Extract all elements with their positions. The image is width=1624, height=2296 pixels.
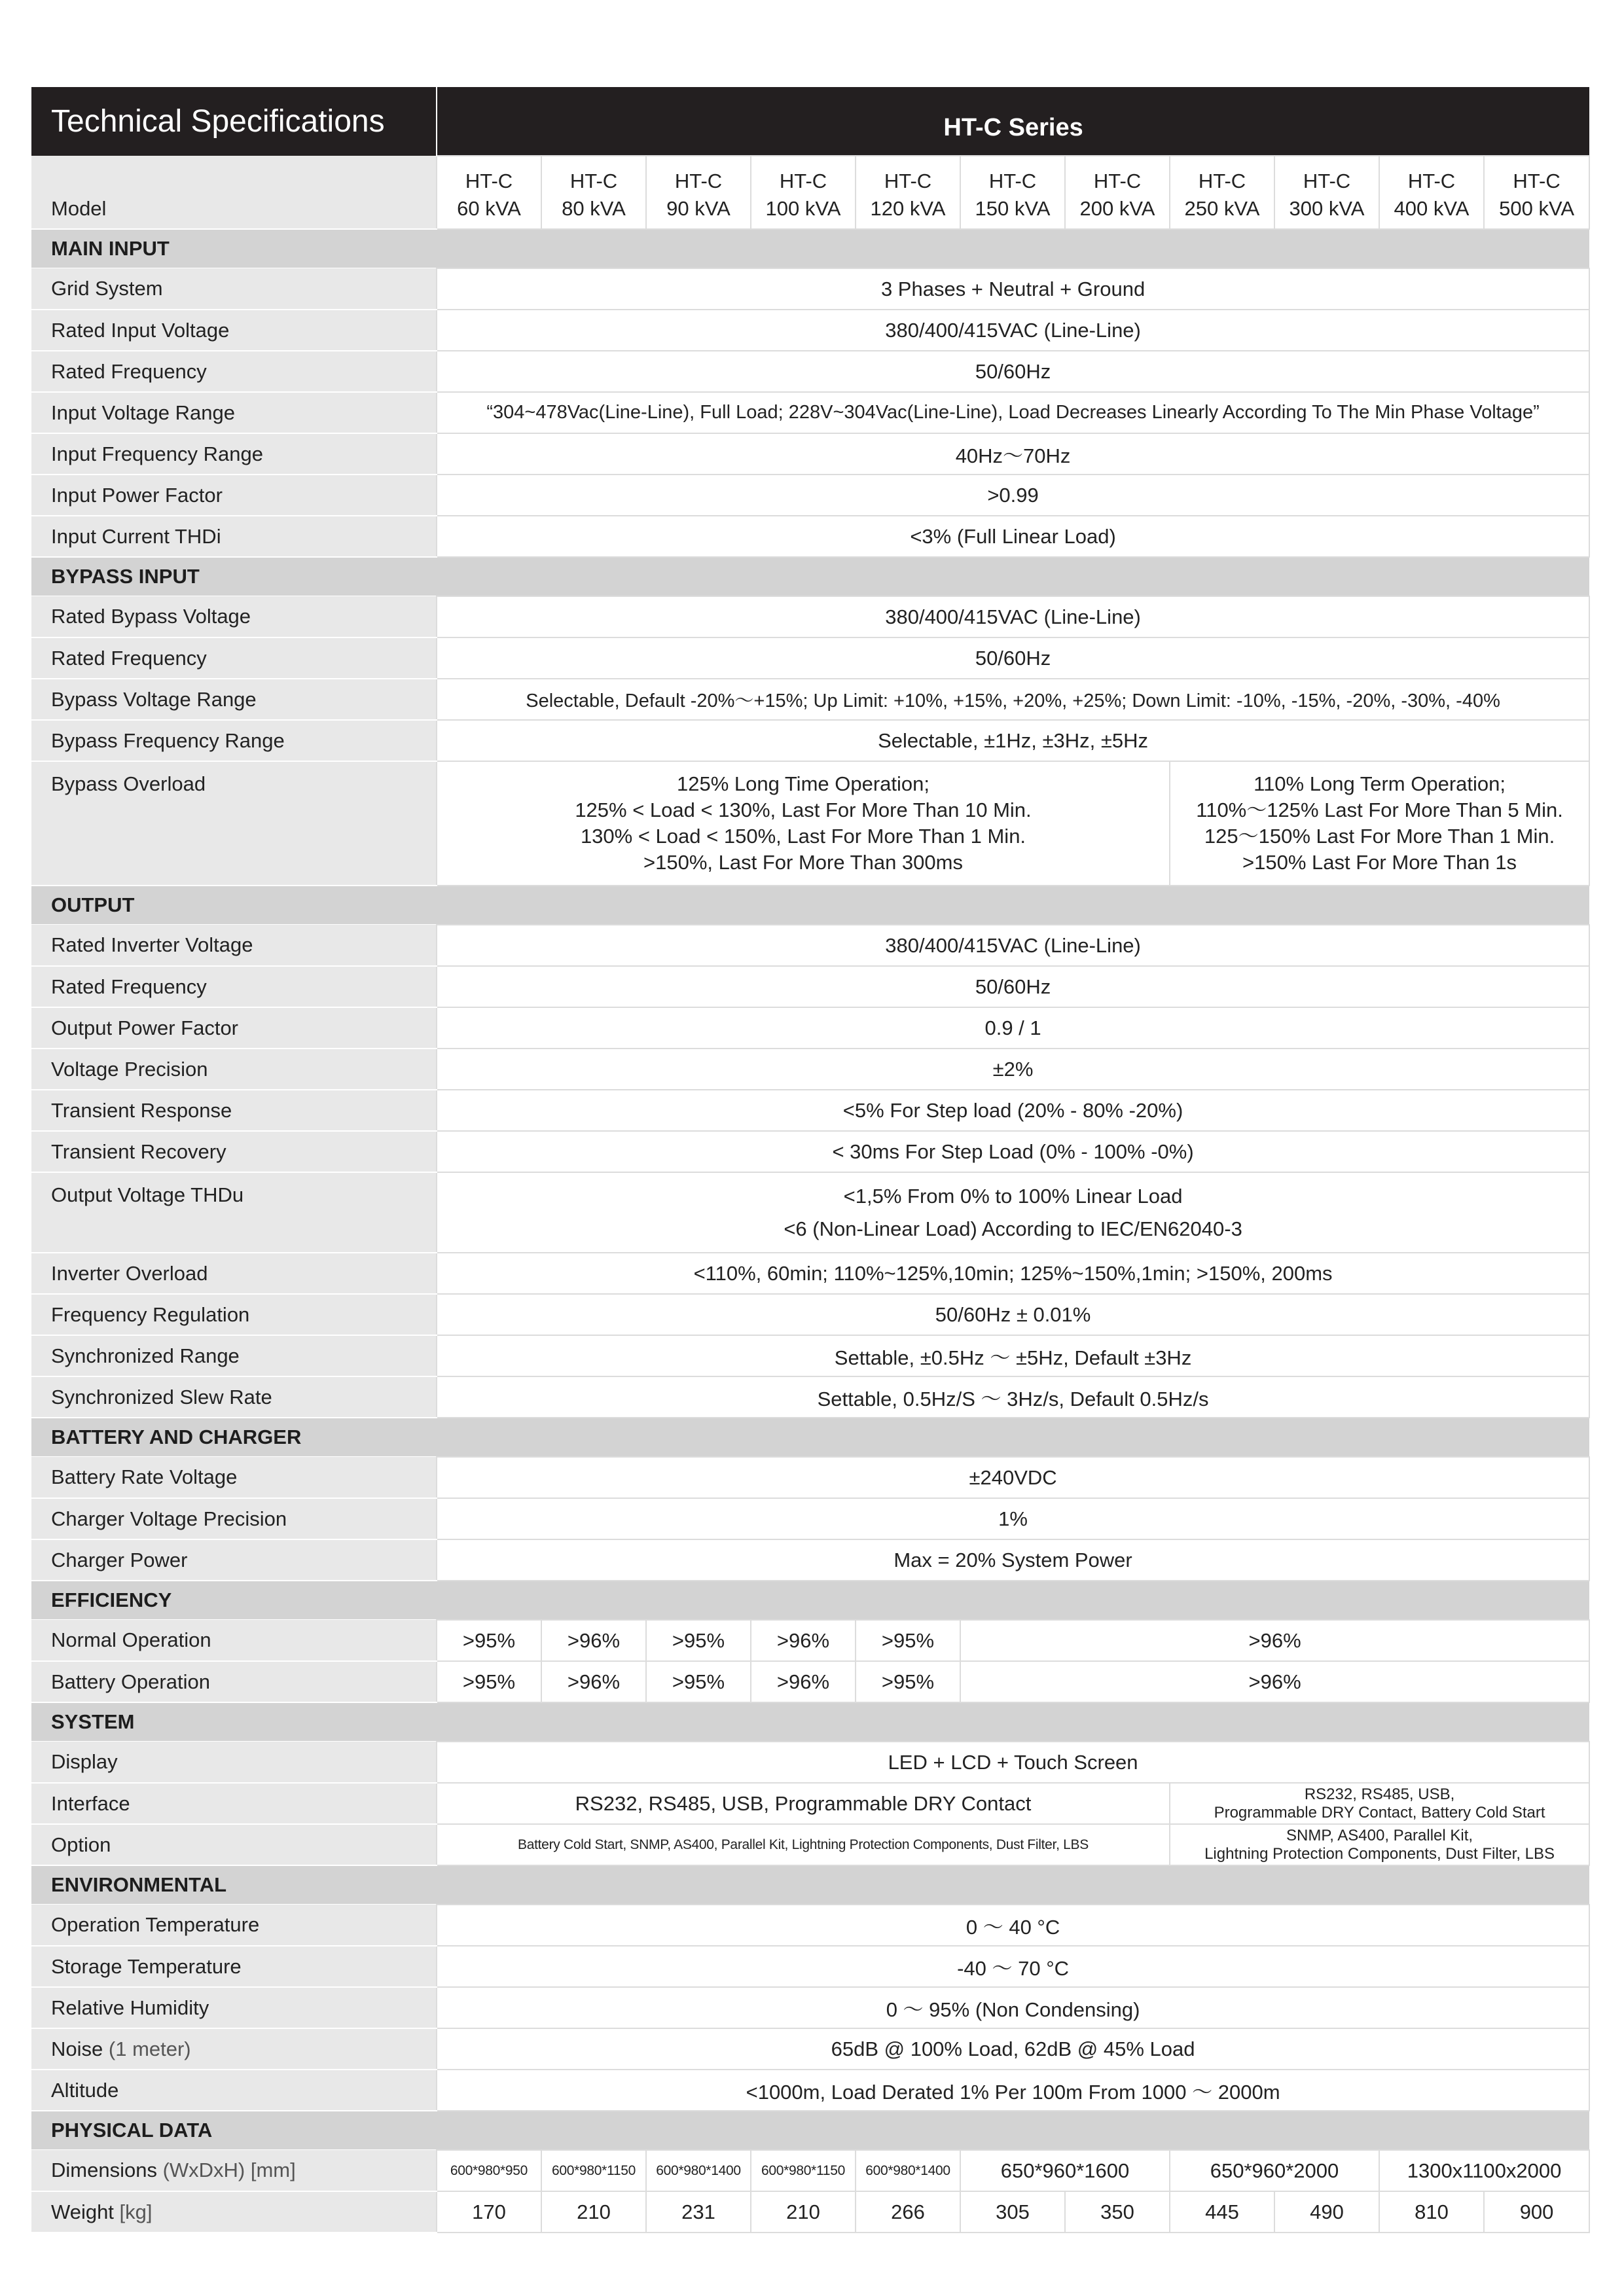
spec-row [31,2150,1589,2191]
spec-value-right: SNMP, AS400, Parallel Kit, Lightning Protection Components, Dust Filter, LBS [1170,1824,1589,1865]
section-row [31,557,1589,596]
section-row [31,1865,1589,1905]
spec-row [31,2070,1589,2111]
section-environmental: ENVIRONMENTAL [31,1865,1589,1905]
spec-label: Storage Temperature [31,1946,437,1987]
spec-row [31,1661,1589,1702]
section-row [31,1581,1589,1620]
spec-value: 380/400/415VAC (Line-Line) [437,925,1589,966]
spec-value: <110%, 60min; 110%~125%,10min; 125%~150%,1min; >150%, 200ms [437,1253,1589,1294]
spec-value: Selectable, Default -20%～+15%; Up Limit: +10%, +15%, +20%, +25%; Down Limit: -10%, -15%, -20%, -30%, -40% [437,679,1589,720]
spec-row [31,268,1589,310]
model-cell: HT-C 400 kVA [1379,156,1484,229]
spec-value: 0 ～ 95% (Non Condensing) [437,1987,1589,2028]
spec-label: Normal Operation [31,1620,437,1661]
spec-row [31,516,1589,557]
spec-label: Output Power Factor [31,1007,437,1049]
spec-value: <1000m, Load Derated 1% Per 100m From 1000 ～ 2000m [437,2070,1589,2111]
spec-value: 650*960*2000 [1170,2150,1379,2191]
header-row [31,87,1589,156]
spec-row [31,1742,1589,1783]
spec-row [31,392,1589,433]
spec-label: Frequency Regulation [31,1294,437,1335]
section-efficiency: EFFICIENCY [31,1581,1589,1620]
spec-value: 305 [960,2191,1065,2233]
spec-row [31,1498,1589,1539]
spec-label: Output Voltage THDu [31,1172,437,1253]
spec-value: >95% [856,1620,960,1661]
spec-label: Bypass Voltage Range [31,679,437,720]
spec-row [31,1376,1589,1418]
spec-row [31,1987,1589,2028]
spec-value: >95% [437,1620,541,1661]
spec-row [31,351,1589,392]
spec-value: 1% [437,1498,1589,1539]
spec-row [31,2191,1589,2233]
spec-value: 445 [1170,2191,1274,2233]
spec-row [31,1049,1589,1090]
spec-label: Bypass Frequency Range [31,720,437,761]
spec-row [31,1253,1589,1294]
spec-label: Display [31,1742,437,1783]
spec-value: >0.99 [437,475,1589,516]
spec-row [31,1172,1589,1253]
spec-value: 380/400/415VAC (Line-Line) [437,596,1589,637]
spec-label: Operation Temperature [31,1905,437,1946]
spec-value: 0 ～ 40 °C [437,1905,1589,1946]
model-cell: HT-C 150 kVA [960,156,1065,229]
spec-row [31,596,1589,637]
spec-value-left: 125% Long Time Operation; 125% < Load < 130%, Last For More Than 10 Min. 130% < Load < 150%, Last For More Than 1 Min. >150%, Last For More Than 300ms [437,761,1170,886]
spec-value: >96% [751,1661,856,1702]
spec-value: 0.9 / 1 [437,1007,1589,1049]
spec-label: Rated Inverter Voltage [31,925,437,966]
section-row [31,2111,1589,2150]
spec-label: Rated Frequency [31,351,437,392]
spec-value: >95% [646,1620,751,1661]
spec-label: Relative Humidity [31,1987,437,2028]
spec-value: LED + LCD + Touch Screen [437,1742,1589,1783]
spec-label: Rated Input Voltage [31,310,437,351]
spec-row [31,1783,1589,1824]
spec-value: 600*980*1400 [646,2150,751,2191]
section-row [31,886,1589,925]
spec-label: Charger Power [31,1539,437,1581]
spec-value: >96% [541,1661,646,1702]
spec-value: <5% For Step load (20% - 80% -20%) [437,1090,1589,1131]
section-bypass-input: BYPASS INPUT [31,557,1589,596]
spec-value: <3% (Full Linear Load) [437,516,1589,557]
series-title: HT-C Series [437,87,1589,156]
spec-row [31,433,1589,475]
spec-row [31,1946,1589,1987]
spec-row [31,1335,1589,1376]
section-physical: PHYSICAL DATA [31,2111,1589,2150]
section-row [31,1418,1589,1457]
spec-row [31,966,1589,1007]
spec-value: 600*980*950 [437,2150,541,2191]
spec-row [31,720,1589,761]
spec-value: >95% [856,1661,960,1702]
spec-value: < 30ms For Step Load (0% - 100% -0%) [437,1131,1589,1172]
spec-label: Rated Bypass Voltage [31,596,437,637]
spec-value: >95% [646,1661,751,1702]
spec-value: 350 [1065,2191,1170,2233]
spec-row [31,1905,1589,1946]
spec-value: >96% [960,1620,1589,1661]
spec-value: 900 [1484,2191,1589,2233]
model-cell: HT-C 60 kVA [437,156,541,229]
spec-label: Inverter Overload [31,1253,437,1294]
spec-value: 650*960*1600 [960,2150,1170,2191]
spec-value-right: 110% Long Term Operation; 110%～125% Last For More Than 5 Min. 125～150% Last For More Than 1 Min. >150% Last For More Than 1s [1170,761,1589,886]
spec-value: 600*980*1150 [751,2150,856,2191]
spec-label: Battery Rate Voltage [31,1457,437,1498]
spec-value: 50/60Hz [437,351,1589,392]
spec-label: Transient Recovery [31,1131,437,1172]
spec-value: >96% [751,1620,856,1661]
spec-row [31,1620,1589,1661]
section-battery: BATTERY AND CHARGER [31,1418,1589,1457]
model-cell: HT-C 80 kVA [541,156,646,229]
spec-value: -40 ～ 70 °C [437,1946,1589,1987]
spec-value: Max = 20% System Power [437,1539,1589,1581]
page-title: Technical Specifications [31,87,437,156]
spec-value: 600*980*1400 [856,2150,960,2191]
spec-label: Voltage Precision [31,1049,437,1090]
spec-row [31,2028,1589,2070]
spec-label: Option [31,1824,437,1865]
spec-label: Grid System [31,268,437,310]
spec-value: 50/60Hz [437,637,1589,679]
spec-value: 380/400/415VAC (Line-Line) [437,310,1589,351]
spec-label: Rated Frequency [31,637,437,679]
spec-row [31,1457,1589,1498]
spec-label: Dimensions (WxDxH) [mm] [31,2150,437,2191]
spec-label: Weight [kg] [31,2191,437,2233]
spec-value: >96% [960,1661,1589,1702]
spec-table [31,87,1590,2233]
section-row [31,229,1589,268]
section-main-input: MAIN INPUT [31,229,1589,268]
model-row [31,156,1589,229]
spec-value: 3 Phases + Neutral + Ground [437,268,1589,310]
spec-value: >95% [437,1661,541,1702]
model-cell: HT-C 90 kVA [646,156,751,229]
spec-value-left: RS232, RS485, USB, Programmable DRY Contact [437,1783,1170,1824]
spec-label: Input Current THDi [31,516,437,557]
model-cell: HT-C 300 kVA [1274,156,1379,229]
spec-label: Input Power Factor [31,475,437,516]
spec-row [31,761,1589,886]
model-cell: HT-C 100 kVA [751,156,856,229]
spec-value: Settable, ±0.5Hz ～ ±5Hz, Default ±3Hz [437,1335,1589,1376]
spec-label: Input Voltage Range [31,392,437,433]
spec-label: Synchronized Range [31,1335,437,1376]
spec-value: 210 [541,2191,646,2233]
spec-row [31,310,1589,351]
spec-label: Altitude [31,2070,437,2111]
spec-label: Interface [31,1783,437,1824]
spec-value: Settable, 0.5Hz/S ～ 3Hz/s, Default 0.5Hz/s [437,1376,1589,1418]
spec-sheet [31,87,1589,2233]
spec-row [31,1131,1589,1172]
spec-value: 170 [437,2191,541,2233]
section-output: OUTPUT [31,886,1589,925]
spec-value: 231 [646,2191,751,2233]
model-cell: HT-C 200 kVA [1065,156,1170,229]
spec-row [31,637,1589,679]
spec-value: 490 [1274,2191,1379,2233]
spec-value-right: RS232, RS485, USB, Programmable DRY Contact, Battery Cold Start [1170,1783,1589,1824]
spec-value: ±2% [437,1049,1589,1090]
spec-value: 1300x1100x2000 [1379,2150,1589,2191]
spec-row [31,1824,1589,1865]
spec-row [31,475,1589,516]
section-system: SYSTEM [31,1702,1589,1742]
spec-row [31,1294,1589,1335]
spec-value: 266 [856,2191,960,2233]
spec-row [31,1090,1589,1131]
model-cell: HT-C 120 kVA [856,156,960,229]
spec-label: Synchronized Slew Rate [31,1376,437,1418]
spec-value: 50/60Hz [437,966,1589,1007]
spec-label: Noise (1 meter) [31,2028,437,2070]
model-cell: HT-C 250 kVA [1170,156,1274,229]
model-cell: HT-C 500 kVA [1484,156,1589,229]
spec-label: Charger Voltage Precision [31,1498,437,1539]
spec-label: Input Frequency Range [31,433,437,475]
spec-value: Selectable, ±1Hz, ±3Hz, ±5Hz [437,720,1589,761]
spec-value: “304~478Vac(Line-Line), Full Load; 228V~304Vac(Line-Line), Load Decreases Linearly According To The Min Phase Voltage” [437,392,1589,433]
section-row [31,1702,1589,1742]
spec-label: Battery Operation [31,1661,437,1702]
spec-value: 810 [1379,2191,1484,2233]
spec-label: Bypass Overload [31,761,437,886]
spec-value: 50/60Hz ± 0.01% [437,1294,1589,1335]
spec-label: Transient Response [31,1090,437,1131]
spec-value: 210 [751,2191,856,2233]
spec-row [31,925,1589,966]
model-label: Model [31,156,437,229]
spec-value-left: Battery Cold Start, SNMP, AS400, Parallel Kit, Lightning Protection Components, Dust Filter, LBS [437,1824,1170,1865]
spec-value: 65dB @ 100% Load, 62dB @ 45% Load [437,2028,1589,2070]
spec-row [31,1007,1589,1049]
spec-label: Rated Frequency [31,966,437,1007]
spec-value: 40Hz～70Hz [437,433,1589,475]
spec-value: >96% [541,1620,646,1661]
spec-value: 600*980*1150 [541,2150,646,2191]
spec-row [31,679,1589,720]
spec-row [31,1539,1589,1581]
spec-value: <1,5% From 0% to 100% Linear Load <6 (Non-Linear Load) According to IEC/EN62040-3 [437,1172,1589,1253]
spec-value: ±240VDC [437,1457,1589,1498]
